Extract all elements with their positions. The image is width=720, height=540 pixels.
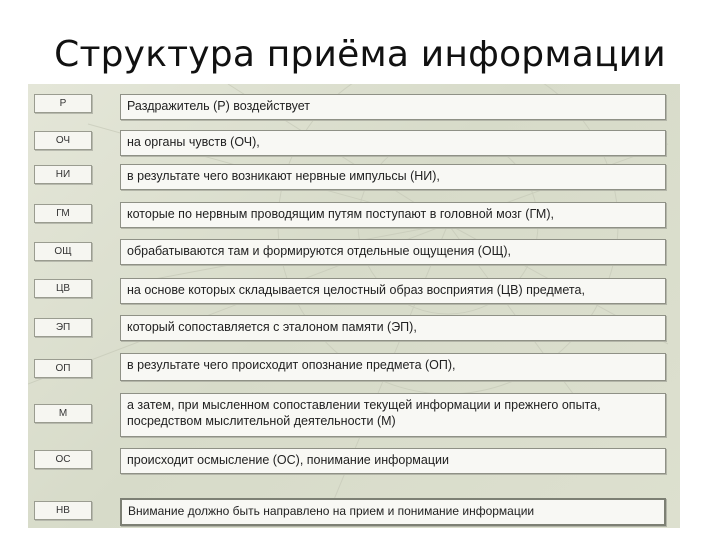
description-box: которые по нервным проводящим путям поступают в головной мозг (ГМ), (120, 202, 666, 228)
description-box: происходит осмысление (ОС), понимание информации (120, 448, 666, 474)
code-box: ЭП (34, 318, 92, 337)
description-box: Раздражитель (Р) воздействует (120, 94, 666, 120)
code-box: НИ (34, 165, 92, 184)
code-box: ОС (34, 450, 92, 469)
description-box: который сопоставляется с эталоном памяти (ЭП), (120, 315, 666, 341)
description-box: обрабатываются там и формируются отдельные ощущения (ОЩ), (120, 239, 666, 265)
code-box: ОП (34, 359, 92, 378)
code-box: ОЩ (34, 242, 92, 261)
code-box: ГМ (34, 204, 92, 223)
description-box: на основе которых складывается целостный образ восприятия (ЦВ) предмета, (120, 278, 666, 304)
description-box: Внимание должно быть направлено на прием и понимание информации (120, 498, 666, 526)
code-box: ЦВ (34, 279, 92, 298)
description-box: на органы чувств (ОЧ), (120, 130, 666, 156)
slide-title: Структура приёма информации (54, 34, 666, 75)
code-box: НВ (34, 501, 92, 520)
description-box: а затем, при мысленном сопоставлении текущей информации и прежнего опыта, посредством мыслительной деятельности (М) (120, 393, 666, 437)
diagram-panel (28, 84, 680, 528)
code-box: Р (34, 94, 92, 113)
description-box: в результате чего происходит опознание предмета (ОП), (120, 353, 666, 381)
code-box: ОЧ (34, 131, 92, 150)
description-box: в результате чего возникают нервные импульсы (НИ), (120, 164, 666, 190)
code-box: М (34, 404, 92, 423)
